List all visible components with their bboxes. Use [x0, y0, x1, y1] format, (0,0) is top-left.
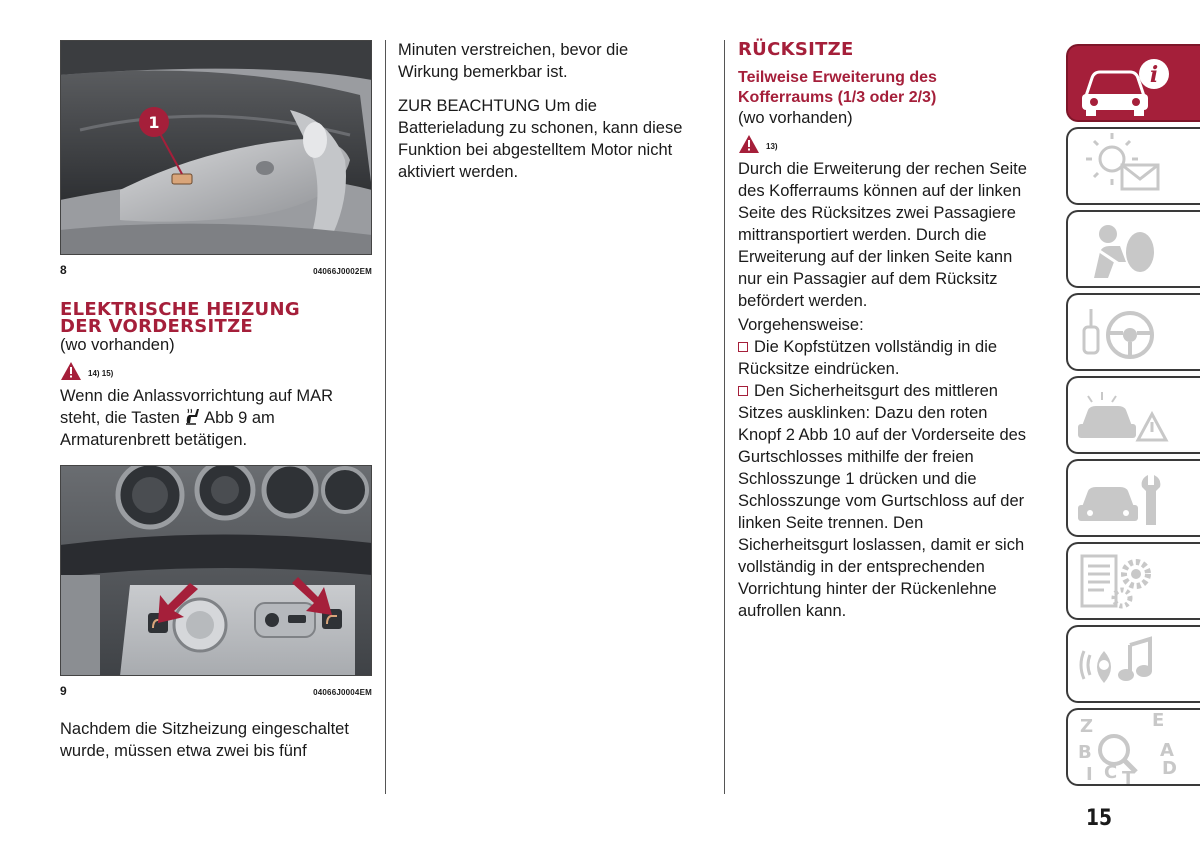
text-line: Schlosszunge 1 drücken und die	[738, 470, 977, 488]
column-left	[60, 40, 372, 762]
text-line: steht, die Tasten	[60, 409, 180, 427]
warning-triangle-icon	[60, 361, 82, 381]
index-letter: I	[1086, 764, 1093, 785]
warning-ref-numbers: 13)	[766, 142, 778, 151]
figure-number: 8	[60, 263, 67, 277]
checkbox-bullet-icon	[738, 386, 748, 396]
section-heading: RÜCKSITZE	[738, 39, 854, 60]
tab-starting-driving[interactable]	[1066, 293, 1200, 371]
text-line: aktiviert werden.	[398, 163, 519, 181]
figure-code: 04066J0004EM	[313, 688, 372, 697]
warning-reference	[738, 132, 1050, 154]
index-letter: E	[1152, 710, 1165, 731]
text-line: Rücksitze eindrücken.	[738, 360, 900, 378]
text-line: Nachdem die Sitzheizung eingeschaltet	[60, 720, 349, 738]
paragraph	[60, 718, 372, 762]
tab-maintenance[interactable]	[1066, 459, 1200, 537]
checkbox-bullet-icon	[738, 342, 748, 352]
figure-code: 04066J0002EM	[313, 267, 372, 276]
car-info-icon	[1068, 46, 1200, 122]
seat-photo	[60, 40, 372, 255]
procedure-label: Vorgehensweise:	[738, 316, 864, 334]
index-icon	[1068, 710, 1200, 786]
column-right	[738, 40, 1050, 622]
warning-triangle-icon	[738, 134, 760, 154]
starting-driving-icon	[1068, 295, 1200, 371]
text-line: befördert werden.	[738, 292, 868, 310]
warning-ref-numbers: 14) 15)	[88, 369, 114, 378]
dashboard-photo	[60, 465, 372, 676]
index-letter: D	[1162, 758, 1177, 779]
tab-warning-lights[interactable]	[1066, 127, 1200, 205]
figure-8-seat-adjuster	[60, 40, 372, 255]
text-line: Gurtschlosses mithilfe der freien	[738, 448, 974, 466]
index-letter: B	[1078, 742, 1092, 763]
availability-note: (wo vorhanden)	[738, 109, 853, 127]
tab-emergency[interactable]	[1066, 376, 1200, 454]
heading-line: DER VORDERSITZE	[60, 316, 254, 337]
text-line: Schlosszunge vom Gurtschloss auf der	[738, 492, 1025, 510]
safety-icon	[1068, 212, 1200, 288]
page-number: 15	[1086, 806, 1113, 831]
svg-text:i: i	[1149, 62, 1159, 88]
text-line: nur ein Passagier auf dem Rücksitz	[738, 270, 998, 288]
text-line: Batterieladung zu schonen, kann diese	[398, 119, 683, 137]
subheading-line: Teilweise Erweiterung des	[738, 69, 937, 86]
paragraph	[398, 39, 710, 83]
column-divider	[385, 40, 386, 794]
paragraph	[60, 385, 372, 451]
procedure-step-2	[738, 380, 1050, 622]
text-line: Erweiterung auf der linken Seite kann	[738, 248, 1013, 266]
text-line: aufrollen kann.	[738, 602, 847, 620]
subheading	[738, 68, 1050, 108]
text-line: Knopf 2 Abb 10 auf der Vorderseite des	[738, 426, 1027, 444]
index-letter: Z	[1080, 716, 1094, 737]
text-line: ZUR BEACHTUNG Um die	[398, 97, 597, 115]
figure-8-caption	[60, 263, 372, 277]
text-line: mittransportiert werden. Durch die	[738, 226, 987, 244]
column-middle	[398, 39, 710, 183]
heading-line: ELEKTRISCHE HEIZUNG	[60, 299, 300, 320]
index-letter: T	[1122, 768, 1135, 788]
text-line: Sitzes ausklinken: Dazu den roten	[738, 404, 988, 422]
maintenance-icon	[1068, 461, 1200, 537]
text-line: Sicherheitsgurt loslassen, damit er sich	[738, 536, 1025, 554]
text-line: Wenn die Anlassvorrichtung auf MAR	[60, 387, 333, 405]
multimedia-icon	[1068, 627, 1200, 703]
text-line: Die Kopfstützen vollständig in die	[754, 338, 998, 356]
index-letter: C	[1104, 762, 1118, 783]
text-line: Den Sicherheitsgurt des mittleren	[754, 382, 998, 400]
procedure-step-1	[738, 336, 1050, 380]
warning-lights-icon	[1068, 129, 1200, 205]
figure-9-dashboard-buttons	[60, 465, 372, 676]
text-line: Durch die Erweiterung der rechen Seite	[738, 160, 1027, 178]
emergency-icon	[1068, 378, 1200, 454]
tab-index[interactable]	[1066, 708, 1200, 786]
text-line: Seite des Rücksitzes zwei Passagiere	[738, 204, 1016, 222]
text-line: Minuten verstreichen, bevor die	[398, 41, 629, 59]
warning-reference	[60, 359, 372, 381]
tab-multimedia[interactable]	[1066, 625, 1200, 703]
text-line: Funktion bei abgestelltem Motor nicht	[398, 141, 673, 159]
column-divider	[724, 40, 725, 794]
text-line: linken Seite trennen. Den	[738, 514, 924, 532]
figure-9-caption	[60, 684, 372, 698]
text-line: Abb 9 am	[204, 409, 275, 427]
availability-note: (wo vorhanden)	[60, 336, 175, 354]
tab-safety[interactable]	[1066, 210, 1200, 288]
text-line: Wirkung bemerkbar ist.	[398, 63, 568, 81]
text-line: wurde, müssen etwa zwei bis fünf	[60, 742, 307, 760]
chapter-tabs	[1066, 44, 1200, 791]
technical-data-icon	[1068, 544, 1200, 620]
figure-number: 9	[60, 684, 67, 698]
text-line: des Kofferraums können auf der linken	[738, 182, 1022, 200]
index-letter: A	[1160, 740, 1174, 761]
seat-heater-icon	[184, 407, 200, 425]
paragraph	[738, 158, 1050, 312]
text-line: Vorrichtung hinter der Rückenlehne	[738, 580, 997, 598]
text-line: vollständig in der entsprechenden	[738, 558, 985, 576]
callout-label: 1	[148, 113, 160, 132]
section-heading	[60, 301, 372, 335]
section-seat-heating	[60, 301, 372, 451]
subheading-line: Kofferraums (1/3 oder 2/3)	[738, 89, 937, 106]
text-line: Armaturenbrett betätigen.	[60, 431, 248, 449]
battery-note	[398, 95, 710, 183]
tab-technical-data[interactable]	[1066, 542, 1200, 620]
tab-car-info[interactable]	[1066, 44, 1200, 122]
